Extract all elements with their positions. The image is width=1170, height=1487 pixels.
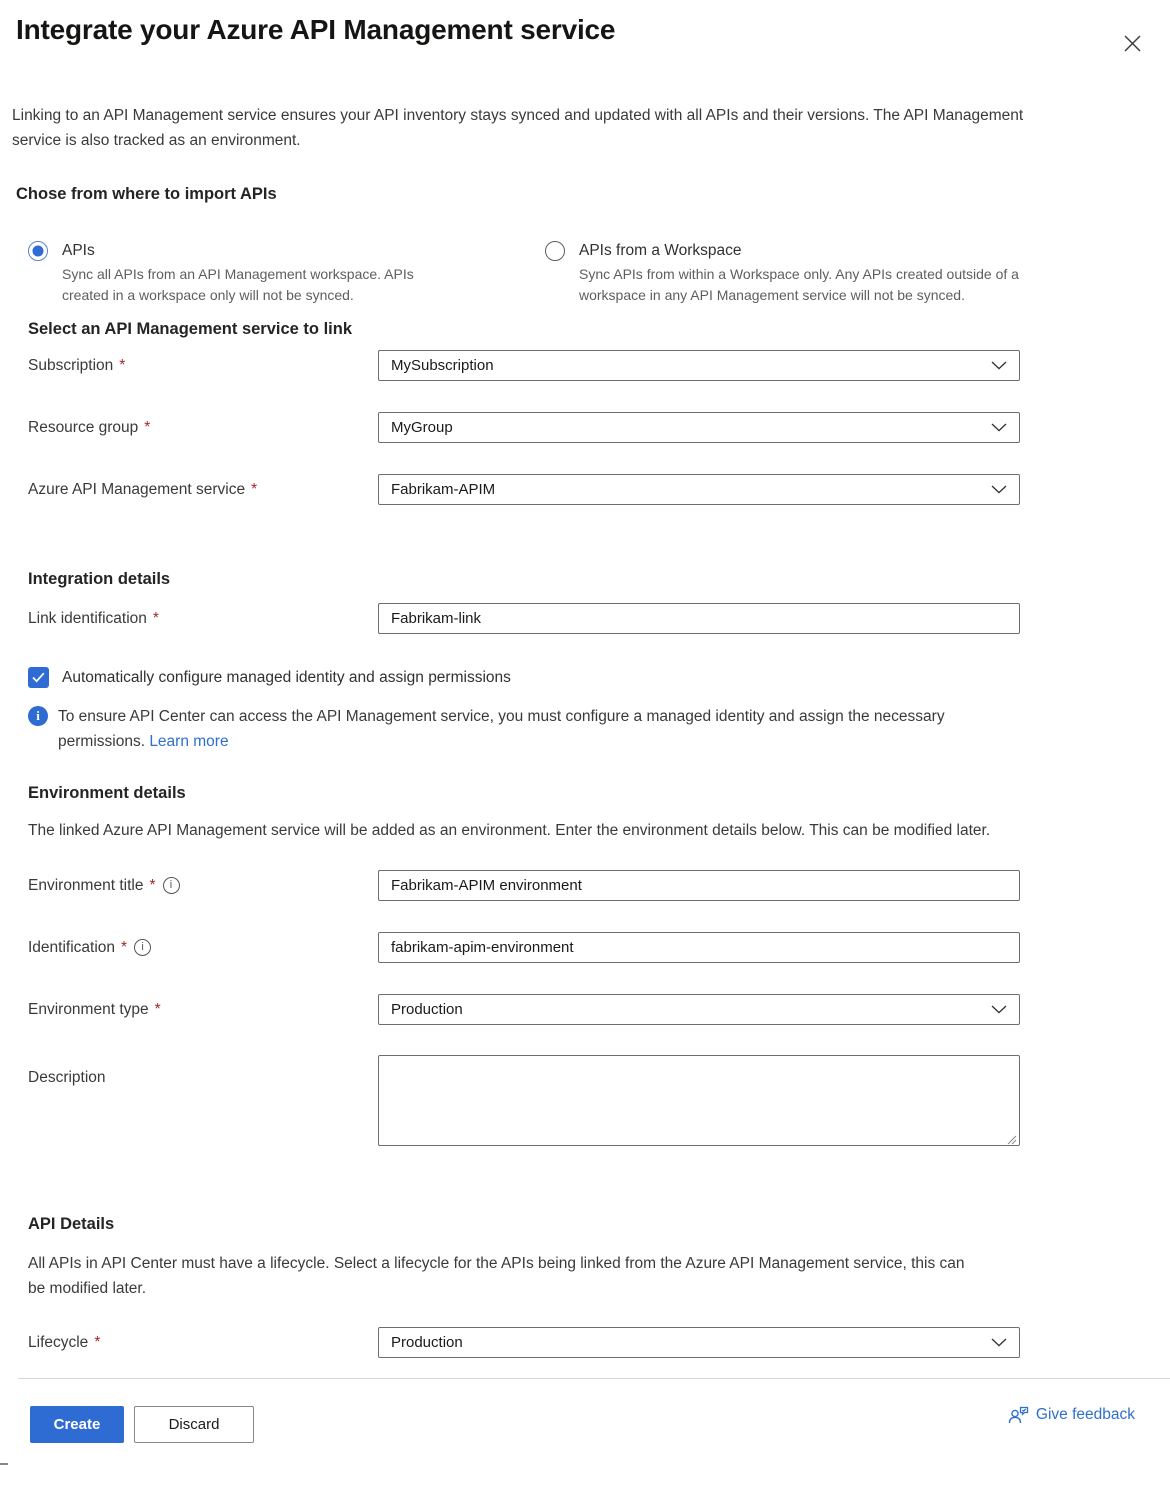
radio-option-apis[interactable] <box>28 239 545 306</box>
required-marker: * <box>94 1333 101 1351</box>
info-tooltip-icon[interactable]: i <box>134 939 151 956</box>
identification-input[interactable] <box>378 932 1020 963</box>
environment-type-label: Environment type * <box>28 1000 161 1018</box>
radio-option-description: Sync APIs from within a Workspace only. Any APIs created outside of a workspace in any API Management service will not be synced. <box>579 266 1019 303</box>
chevron-down-icon <box>991 423 1007 432</box>
feedback-icon <box>1008 1406 1029 1424</box>
close-icon <box>1123 34 1142 53</box>
apim-service-label: Azure API Management service * <box>28 480 258 498</box>
radio-option-label: APIs <box>62 242 95 259</box>
subscription-dropdown[interactable] <box>378 350 1020 381</box>
apim-service-row <box>28 474 1170 505</box>
learn-more-link[interactable]: Learn more <box>149 733 229 750</box>
auto-identity-checkbox-label: Automatically configure managed identity and assign permissions <box>62 668 511 686</box>
description-label: Description <box>28 1069 106 1086</box>
info-tooltip-icon[interactable]: i <box>163 877 180 894</box>
import-choice-heading: Chose from where to import APIs <box>16 185 277 203</box>
lifecycle-value: Production <box>391 1334 463 1351</box>
required-marker: * <box>154 1000 161 1018</box>
radio-option-label: APIs from a Workspace <box>579 242 742 259</box>
edge-notch <box>0 1463 8 1465</box>
page-title: Integrate your Azure API Management service <box>16 14 616 45</box>
radio-option-apis-from-workspace[interactable] <box>545 239 1029 306</box>
resource-group-dropdown[interactable] <box>378 412 1020 443</box>
required-marker: * <box>144 418 151 436</box>
chevron-down-icon <box>991 1005 1007 1014</box>
chevron-down-icon <box>991 485 1007 494</box>
radio-selected-icon <box>28 241 48 261</box>
description-textarea[interactable] <box>378 1055 1020 1146</box>
resource-group-value: MyGroup <box>391 419 453 436</box>
environment-type-value: Production <box>391 1001 463 1018</box>
service-link-heading: Select an API Management service to link <box>28 320 353 338</box>
api-details-description-text: All APIs in API Center must have a lifecycle. Select a lifecycle for the APIs being linked from the Azure API Management service, this can be modified later. <box>28 1255 965 1297</box>
lifecycle-label: Lifecycle * <box>28 1333 101 1351</box>
description-row <box>28 1055 1170 1151</box>
environment-title-label: Environment title * i <box>28 877 378 895</box>
required-marker: * <box>152 609 159 627</box>
footer-bar <box>0 1406 1170 1443</box>
environment-type-dropdown[interactable] <box>378 994 1020 1025</box>
radio-option-description: Sync all APIs from an API Management workspace. APIs created in a workspace only will not be synced. <box>62 266 414 303</box>
radio-unselected-icon <box>545 241 565 261</box>
import-choice-radio-group <box>28 239 1170 306</box>
required-marker: * <box>251 480 258 498</box>
identification-row <box>28 932 1170 963</box>
chevron-down-icon <box>991 1338 1007 1347</box>
discard-button[interactable]: Discard <box>134 1406 254 1443</box>
lifecycle-dropdown[interactable] <box>378 1327 1020 1358</box>
resource-group-row <box>28 412 1170 443</box>
link-identification-input[interactable] <box>378 603 1020 634</box>
identification-label: Identification * i <box>28 939 378 957</box>
checkbox-checked-icon <box>28 667 49 688</box>
footer-divider <box>18 1378 1170 1379</box>
link-identification-label: Link identification * <box>28 609 159 627</box>
integration-heading: Integration details <box>28 570 171 588</box>
subscription-value: MySubscription <box>391 357 494 374</box>
info-icon: i <box>28 706 48 726</box>
lifecycle-row <box>28 1327 1170 1358</box>
auto-identity-checkbox-row[interactable] <box>28 667 1170 688</box>
give-feedback-link[interactable]: Give feedback <box>1008 1406 1135 1424</box>
chevron-down-icon <box>991 361 1007 370</box>
required-marker: * <box>119 356 126 374</box>
link-identification-row <box>28 603 1170 634</box>
environment-title-row <box>28 870 1170 901</box>
api-details-heading: API Details <box>28 1215 115 1233</box>
subscription-row <box>28 350 1170 381</box>
apim-service-value: Fabrikam-APIM <box>391 481 496 498</box>
environment-type-row <box>28 994 1170 1025</box>
environment-description-text: The linked Azure API Management service will be added as an environment. Enter the environment details below. This can be modified later. <box>28 822 991 839</box>
intro-text: Linking to an API Management service ensures your API inventory stays synced and updated with all APIs and their versions. The API Management service is also tracked as an environment. <box>12 107 1024 149</box>
close-button[interactable] <box>1119 31 1145 57</box>
environment-title-input[interactable] <box>378 870 1020 901</box>
required-marker: * <box>149 876 156 894</box>
apim-service-dropdown[interactable] <box>378 474 1020 505</box>
resource-group-label: Resource group * <box>28 418 151 436</box>
info-text: To ensure API Center can access the API Management service, you must configure a managed identity and assign the necessary permissions. Learn more <box>58 708 945 750</box>
create-button[interactable]: Create <box>30 1406 124 1443</box>
environment-heading: Environment details <box>28 784 186 802</box>
subscription-label: Subscription * <box>28 356 126 374</box>
required-marker: * <box>121 938 128 956</box>
managed-identity-info <box>28 704 1170 754</box>
